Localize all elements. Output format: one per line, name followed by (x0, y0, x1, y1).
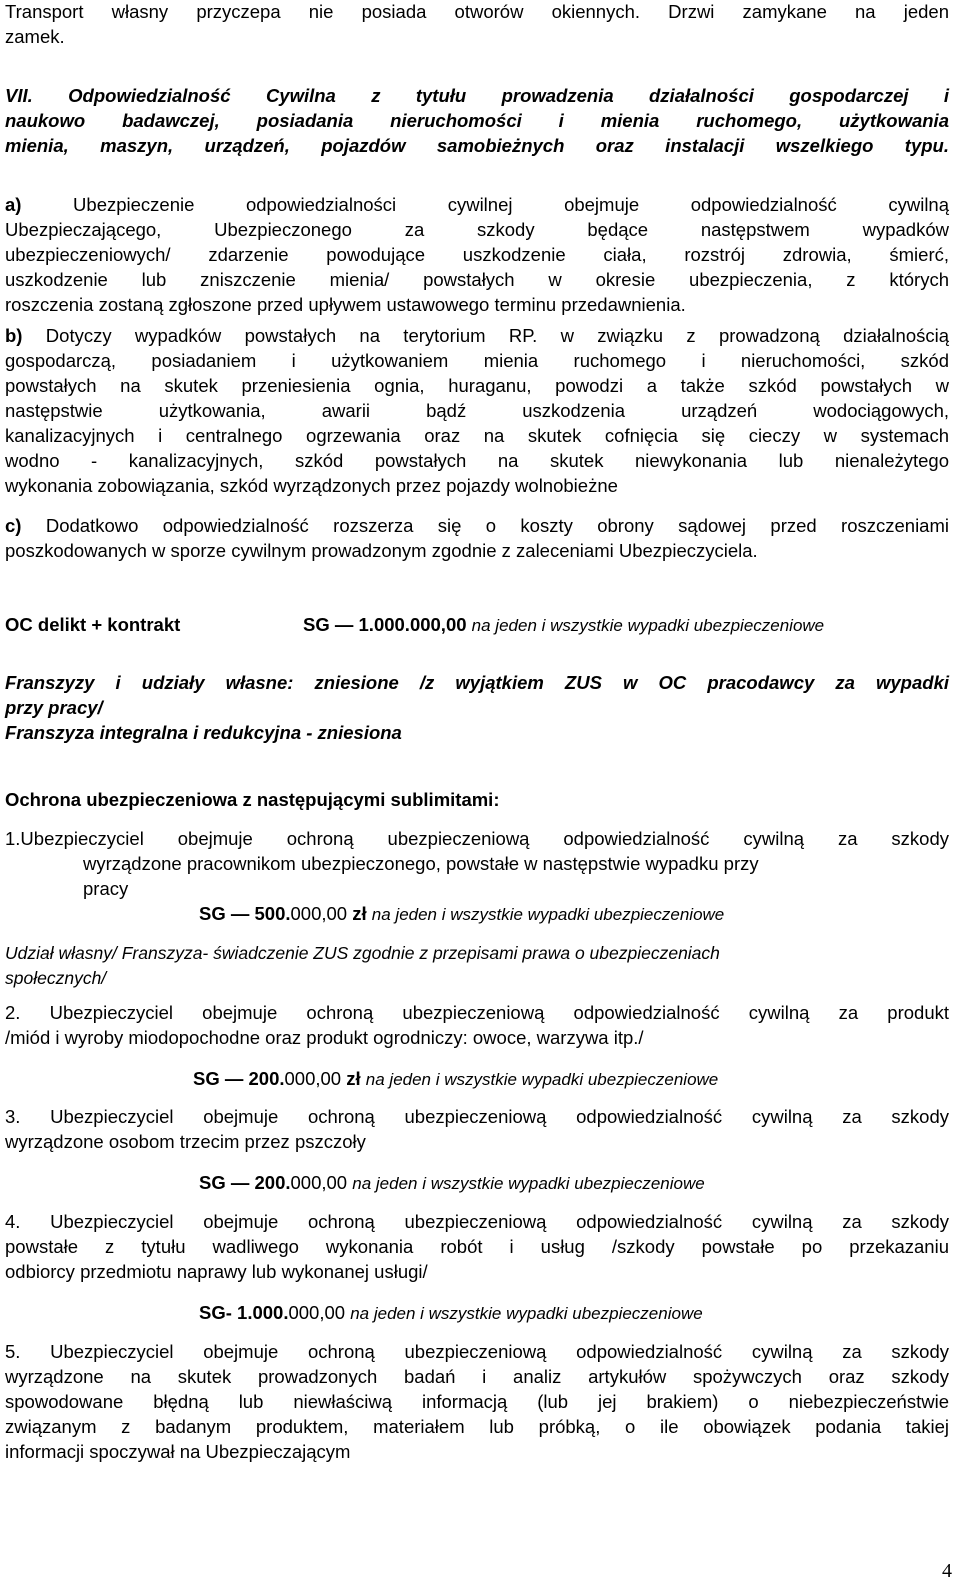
item-3-sum: SG — 200. (199, 1172, 291, 1193)
oc-note: na jeden i wszystkie wypadki ubezpieczeniowe (471, 616, 825, 635)
item-1-sum-row (199, 902, 724, 927)
para-a-line-2: Ubezpieczającego, Ubezpieczonego za szkody będące następstwem wypadków (5, 219, 949, 240)
section-7-heading-line-3: mienia, maszyn, urządzeń, pojazdów samobieżnych oraz instalacji wszelkiego typu. (5, 135, 949, 156)
item-3-line-1: 3. Ubezpieczyciel obejmuje ochroną ubezpieczeniową odpowiedzialność cywilną za szkody (5, 1106, 949, 1127)
item-4-sum-row (199, 1301, 703, 1326)
para-b-line-7: wykonania zobowiązania, szkód wyrządzonych przez pojazdy wolnobieżne (5, 475, 618, 496)
udzial-line-2: społecznych/ (5, 968, 107, 988)
para-c-line-2: poszkodowanych w sporze cywilnym prowadzonym zgodnie z zaleceniami Ubezpieczyciela. (5, 540, 758, 561)
item-1-line-2: wyrządzone pracownikom ubezpieczonego, powstałe w następstwie wypadku przy (83, 853, 759, 874)
franszyzy-line-1: Franszyzy i udziały własne: zniesione /z wyjątkiem ZUS w OC pracodawcy za wypadki (5, 672, 949, 693)
item-2-line-1: 2. Ubezpieczyciel obejmuje ochroną ubezpieczeniową odpowiedzialność cywilną za produkt (5, 1002, 949, 1023)
item-4-line-1: 4. Ubezpieczyciel obejmuje ochroną ubezpieczeniową odpowiedzialność cywilną za szkody (5, 1211, 949, 1232)
item-1-line-3: pracy (83, 878, 129, 899)
para-a-line-4: uszkodzenie lub zniszczenie mienia/ powstałych w okresie ubezpieczenia, z których (5, 269, 949, 290)
item-3-line-2: wyrządzone osobom trzecim przez pszczoły (5, 1131, 366, 1152)
item-4-sum: SG- 1.000. (199, 1302, 289, 1323)
franszyzy-line-3: Franszyza integralna i redukcyjna - zniesiona (5, 722, 402, 743)
intro-line-2: zamek. (5, 26, 65, 47)
item-3-sum-row (199, 1171, 705, 1196)
item-5-line-1: 5. Ubezpieczyciel obejmuje ochroną ubezpieczeniową odpowiedzialność cywilną za szkody (5, 1341, 949, 1362)
item-4-line-3: odbiorcy przedmiotu naprawy lub wykonanej usługi/ (5, 1261, 428, 1282)
item-1-note: na jeden i wszystkie wypadki ubezpieczeniowe (371, 905, 725, 924)
para-b-line-6: wodno - kanalizacyjnych, szkód powstałych na skutek niewykonania lub nienależytego (5, 450, 949, 471)
para-a-line-1 (5, 193, 949, 217)
para-b-line-4: następstwie użytkowania, awarii bądź uszkodzenia urządzeń wodociągowych, (5, 400, 949, 421)
item-1-line-1: 1.Ubezpieczyciel obejmuje ochroną ubezpieczeniową odpowiedzialność cywilną za szkody (5, 828, 949, 849)
oc-sum: SG — 1.000.000,00 (303, 614, 467, 635)
item-2-line-2: /miód i wyroby miodopochodne oraz produkt ogrodniczy: owoce, warzywa itp./ (5, 1027, 644, 1048)
item-2-unit: zł (346, 1068, 361, 1089)
section-7-heading-line-2: naukowo badawczej, posiadania nieruchomości i mienia ruchomego, użytkowania (5, 110, 949, 131)
para-b-line-2: gospodarczą, posiadaniem i użytkowaniem mienia ruchomego i nieruchomości, szkód (5, 350, 949, 371)
para-b-line-3: powstałych na skutek przeniesienia ognia, huraganu, powodzi a także szkód powstałych w (5, 375, 949, 396)
item-1-unit: zł (352, 903, 367, 924)
section-7-title-1: Odpowiedzialność Cywilna z tytułu prowadzenia działalności gospodarczej i (68, 85, 950, 106)
para-b-text-1: Dotyczy wypadków powstałych na terytorium RP. w związku z prowadzoną działalnością (45, 325, 950, 346)
item-3-note: na jeden i wszystkie wypadki ubezpieczeniowe (352, 1174, 705, 1193)
item-5-line-5: informacji spoczywał na Ubezpieczającym (5, 1441, 351, 1462)
para-c-text-1: Dodatkowo odpowiedzialność rozszerza się o koszty obrony sądowej przed roszczeniami (45, 515, 949, 536)
item-2-sum-rest: 000,00 (284, 1068, 342, 1089)
para-b-line-1 (5, 324, 949, 348)
para-a-line-5: roszczenia zostaną zgłoszone przed upływem ustawowego terminu przedawnienia. (5, 294, 686, 315)
section-7-heading-line-1 (5, 84, 949, 108)
item-2-sum: SG — 200. (193, 1068, 285, 1089)
para-a-line-3: ubezpieczeniowych/ zdarzenie powodujące uszkodzenie ciała, rozstrój zdrowia, śmierć, (5, 244, 949, 265)
page-number: 4 (942, 1560, 952, 1582)
udzial-line-1: Udział własny/ Franszyza- świadczenie ZUS zgodnie z przepisami prawa o ubezpieczeniach (5, 943, 720, 963)
para-c-line-1 (5, 514, 949, 538)
item-1-sum: SG — 500. (199, 903, 291, 924)
item-3-sum-rest: 000,00 (290, 1172, 348, 1193)
item-2-sum-row (193, 1067, 718, 1092)
item-4-sum-rest: 000,00 (288, 1302, 346, 1323)
intro-line-1: Transport własny przyczepa nie posiada otworów okiennych. Drzwi zamykane na jeden (5, 1, 949, 22)
oc-sum-row (303, 613, 824, 638)
oc-label: OC delikt + kontrakt (5, 614, 181, 635)
item-5-line-2: wyrządzone na skutek prowadzonych badań i analiz artykułów spożywczych oraz szkody (5, 1366, 949, 1387)
item-1-sum-rest: 000,00 (290, 903, 348, 924)
item-5-line-4: związanym z badanym produktem, materiałem lub próbką, o ile obowiązek podania takiej (5, 1416, 949, 1437)
section-7-number: VII. (5, 85, 33, 106)
item-2-note: na jeden i wszystkie wypadki ubezpieczeniowe (365, 1070, 719, 1089)
para-a-text-1: Ubezpieczenie odpowiedzialności cywilnej obejmuje odpowiedzialność cywilną (73, 194, 950, 215)
item-5-line-3: spowodowane błędną lub niewłaściwą informacją (lub jej brakiem) o niebezpieczeństwie (5, 1391, 949, 1412)
item-4-line-2: powstałe z tytułu wadliwego wykonania robót i usług /szkody powstałe po przekazaniu (5, 1236, 949, 1257)
para-b-label: b) (5, 325, 23, 346)
para-c-label: c) (5, 515, 22, 536)
para-a-label: a) (5, 194, 22, 215)
ochrona-heading: Ochrona ubezpieczeniowa z następującymi sublimitami: (5, 789, 500, 810)
franszyzy-line-2: przy pracy/ (5, 697, 103, 718)
para-b-line-5: kanalizacyjnych i centralnego ogrzewania oraz na skutek cofnięcia się cieczy w systemach (5, 425, 949, 446)
item-4-note: na jeden i wszystkie wypadki ubezpieczeniowe (350, 1304, 703, 1323)
